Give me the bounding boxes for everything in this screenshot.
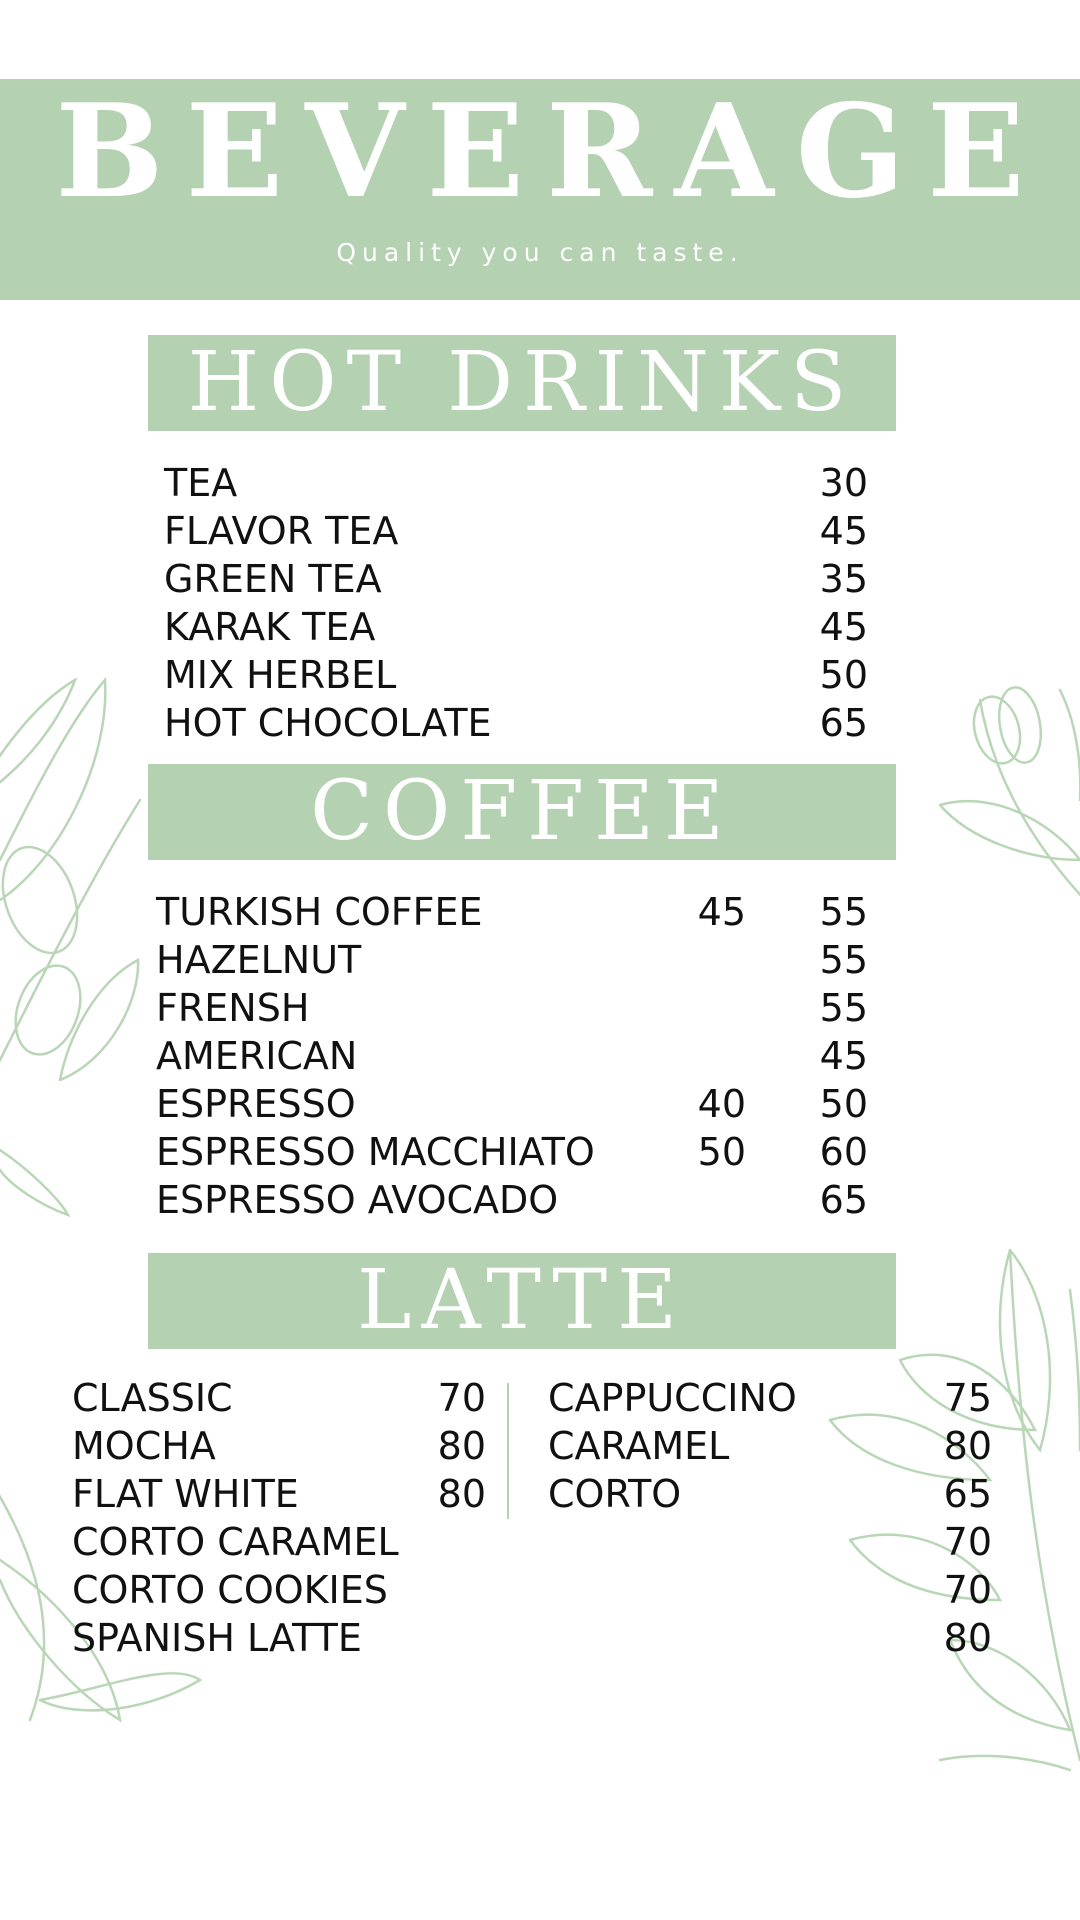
menu-item-price: 50 xyxy=(819,653,868,697)
menu-item-price: 65 xyxy=(819,701,868,745)
menu-item-name: AMERICAN xyxy=(156,1034,358,1078)
menu-item-name: ESPRESSO MACCHIATO xyxy=(156,1130,595,1174)
menu-item-price: 45 xyxy=(819,605,868,649)
menu-item-name: ESPRESSO xyxy=(156,1082,356,1126)
menu-item-name: HAZELNUT xyxy=(156,938,362,982)
hot-drinks-heading: HOT DRINKS xyxy=(148,335,896,431)
menu-item-name: CLASSIC xyxy=(72,1376,233,1420)
coffee-heading: COFFEE xyxy=(148,764,896,860)
menu-item-price: 55 xyxy=(819,938,868,982)
menu-item-name: FLAT WHITE xyxy=(72,1472,299,1516)
menu-item-name: FLAVOR TEA xyxy=(164,509,399,553)
menu-item-name: CAPPUCCINO xyxy=(548,1376,797,1420)
menu-item-name: FRENSH xyxy=(156,986,310,1030)
menu-title: BEVERAGE xyxy=(55,77,1047,227)
menu-item-price: 70 xyxy=(943,1520,992,1564)
menu-item-name: GREEN TEA xyxy=(164,557,382,601)
menu-item-price: 80 xyxy=(943,1424,992,1468)
menu-item-name: CORTO CARAMEL xyxy=(72,1520,399,1564)
menu-item-price-small: 45 xyxy=(697,890,746,934)
menu-item-price: 65 xyxy=(943,1472,992,1516)
menu-item-name: ESPRESSO AVOCADO xyxy=(156,1178,559,1222)
menu-item-name: CARAMEL xyxy=(548,1424,730,1468)
menu-item-price: 70 xyxy=(943,1568,992,1612)
menu-item-price: 45 xyxy=(819,1034,868,1078)
menu-item-price-small: 50 xyxy=(697,1130,746,1174)
menu-item-price: 35 xyxy=(819,557,868,601)
menu-item-name: CORTO xyxy=(548,1472,682,1516)
menu-item-price: 80 xyxy=(437,1424,486,1468)
menu-item-price: 70 xyxy=(437,1376,486,1420)
menu-item-price-small: 40 xyxy=(697,1082,746,1126)
tagline: Quality you can taste. xyxy=(336,238,744,267)
menu-item-price: 60 xyxy=(819,1130,868,1174)
menu-item-price: 55 xyxy=(819,890,868,934)
menu-item-price: 80 xyxy=(437,1472,486,1516)
menu-item-name: CORTO COOKIES xyxy=(72,1568,388,1612)
menu-item-name: SPANISH LATTE xyxy=(72,1616,362,1660)
menu-item-price: 55 xyxy=(819,986,868,1030)
latte-column-divider xyxy=(507,1383,509,1519)
menu-item-price: 50 xyxy=(819,1082,868,1126)
menu-item-price: 45 xyxy=(819,509,868,553)
menu-item-price: 75 xyxy=(943,1376,992,1420)
menu-item-name: TEA xyxy=(164,461,238,505)
menu-item-name: HOT CHOCOLATE xyxy=(164,701,492,745)
menu-item-name: KARAK TEA xyxy=(164,605,376,649)
menu-item-price: 65 xyxy=(819,1178,868,1222)
menu-item-name: MIX HERBEL xyxy=(164,653,397,697)
latte-heading: LATTE xyxy=(148,1253,896,1349)
menu-item-price: 80 xyxy=(943,1616,992,1660)
menu-item-price: 30 xyxy=(819,461,868,505)
menu-item-name: TURKISH COFFEE xyxy=(156,890,483,934)
menu-item-name: MOCHA xyxy=(72,1424,216,1468)
